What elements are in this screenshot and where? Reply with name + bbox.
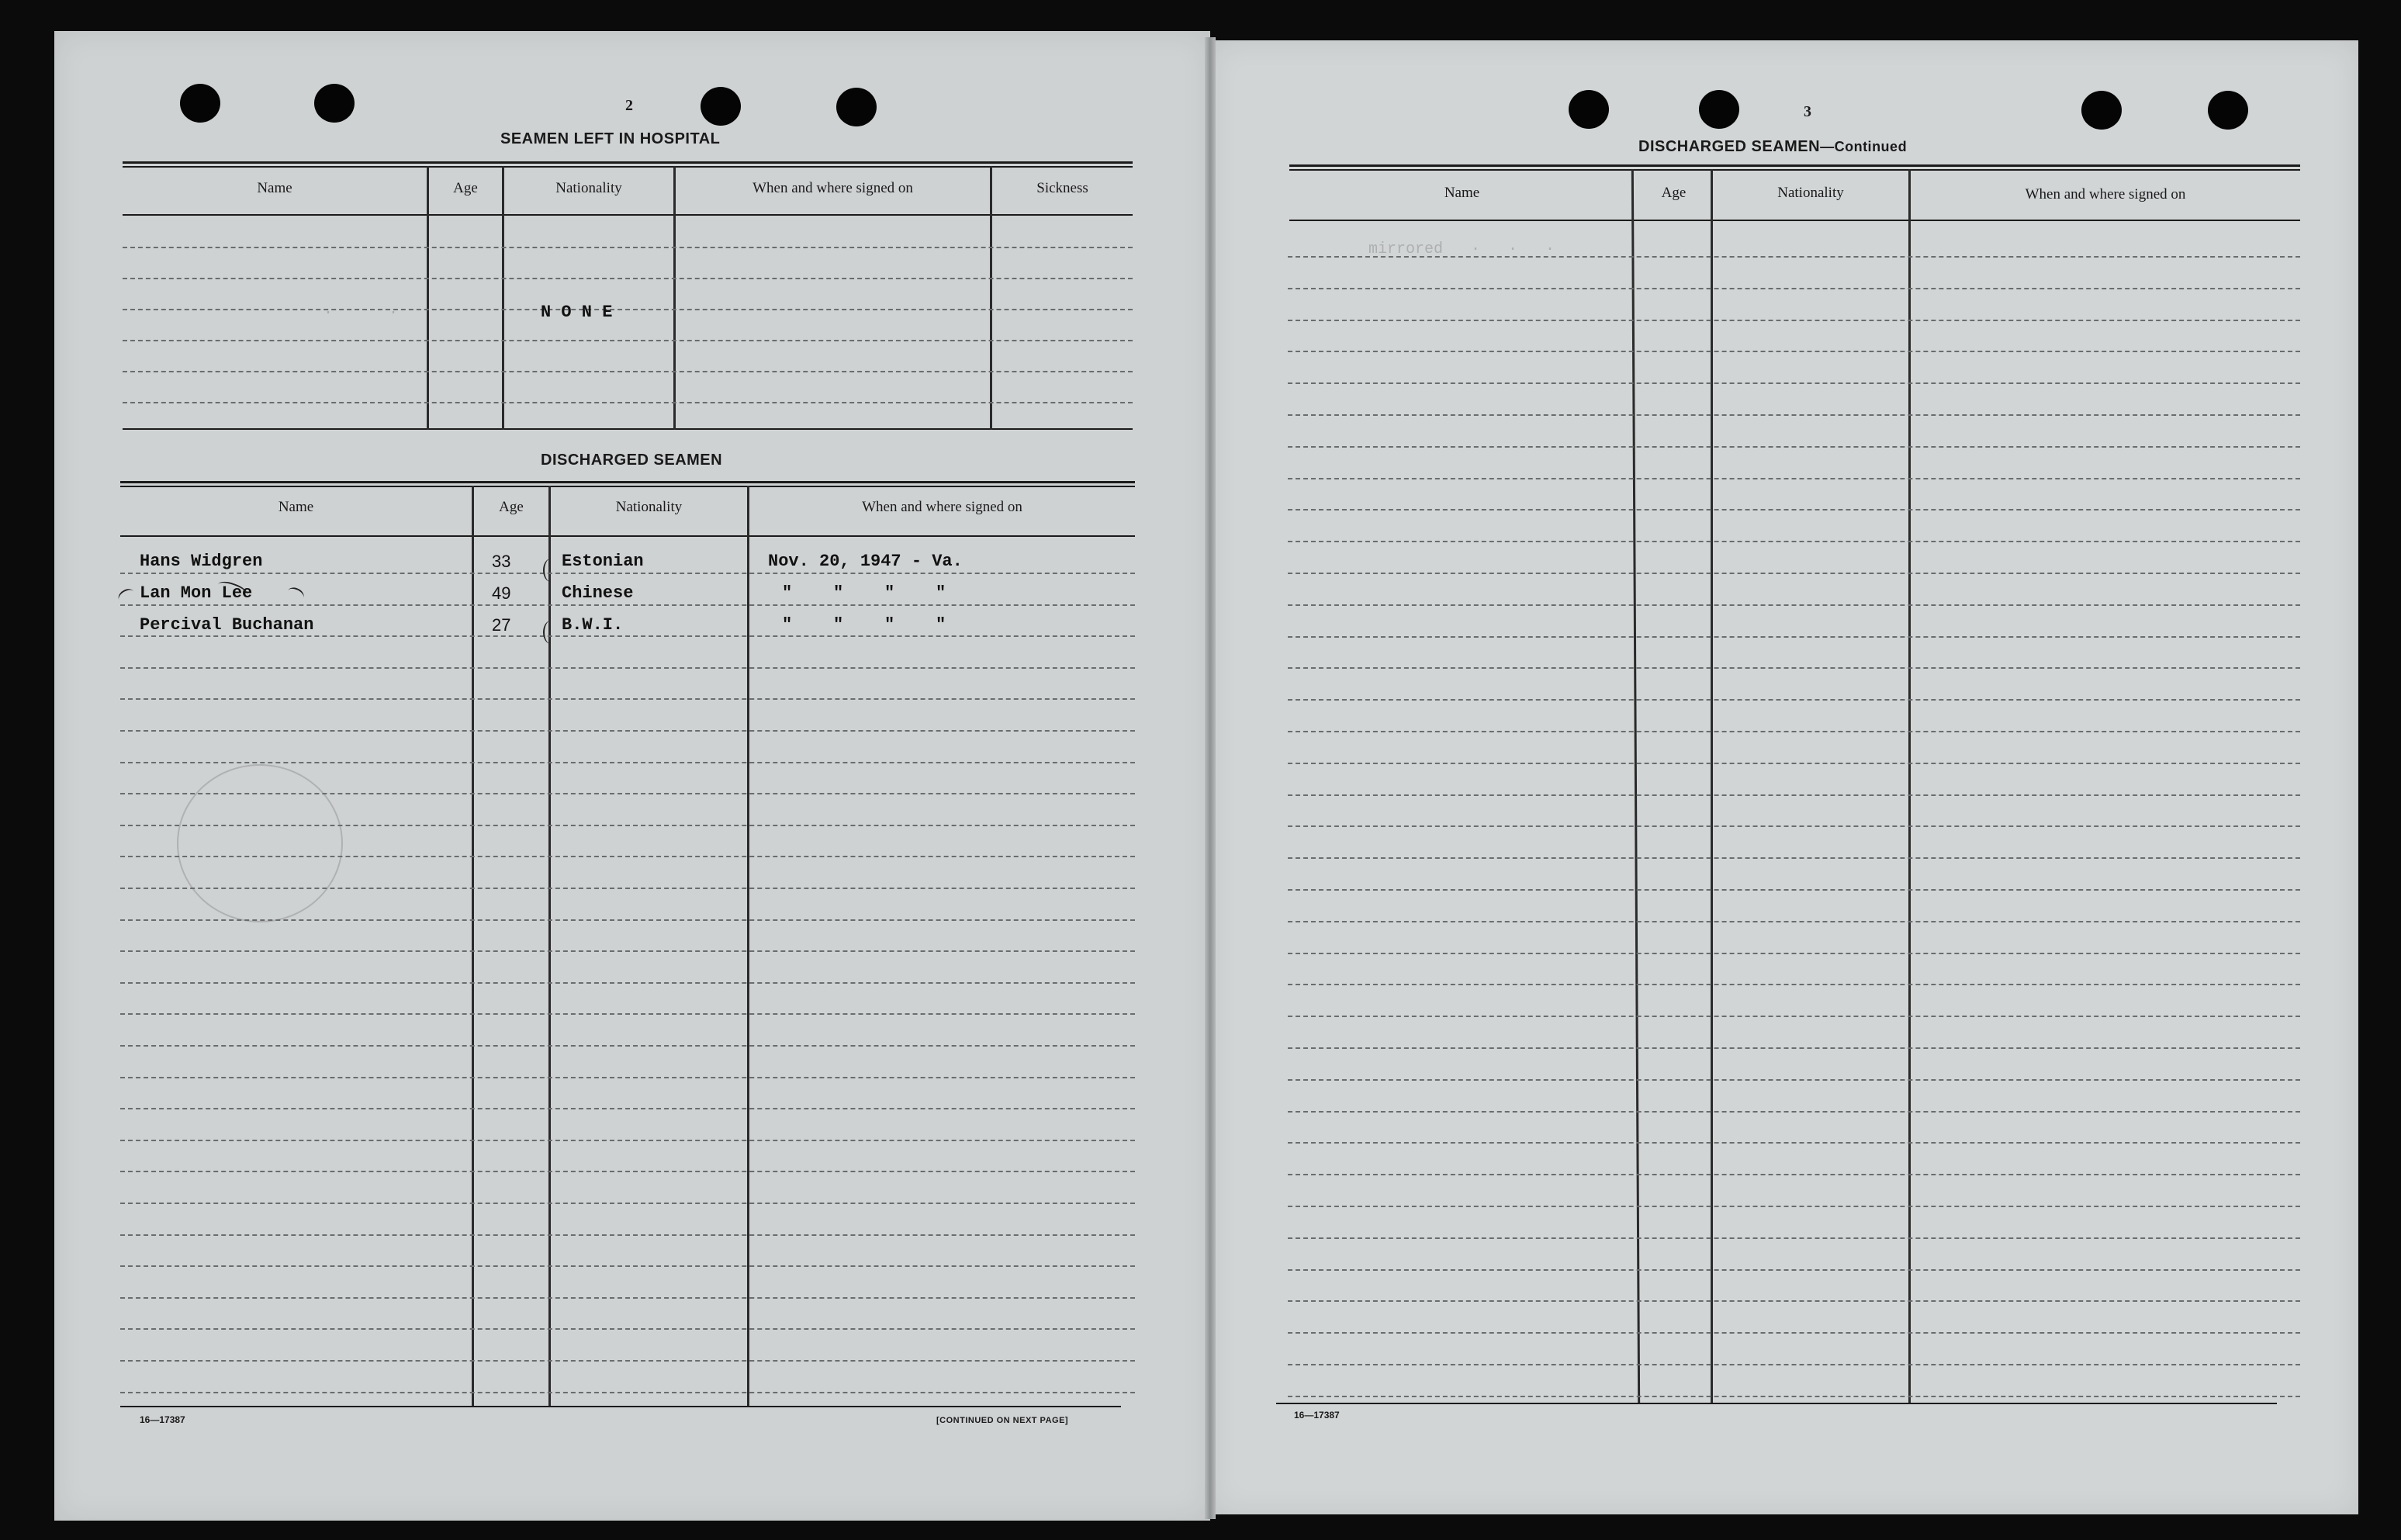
row-line [1288,1111,2300,1113]
pencil-check-mark [543,559,559,582]
column-divider [1711,169,1713,1403]
title-text: DISCHARGED SEAMEN [1638,138,1821,155]
column-header-nationality: Nationality [555,180,622,196]
row-line [1288,573,2300,574]
row-line [1288,446,2300,448]
table-row-age: 33 [492,552,511,571]
punch-hole [1569,90,1609,129]
column-header-signed-on: When and where signed on [752,180,913,196]
title-suffix: —Continued [1820,139,1908,154]
row-line [120,698,1135,700]
row-line [1288,1079,2300,1081]
continued-note: [CONTINUED ON NEXT PAGE] [936,1416,1069,1425]
page-number: 2 [625,97,633,114]
row-line [1288,825,2300,827]
row-line [120,1392,1135,1393]
row-line [120,573,1135,574]
table-bottom-rule [1276,1403,2277,1404]
bleed-through-text: mirrored · · · [1350,241,1555,258]
row-line [120,762,1135,763]
row-line [1288,857,2300,859]
column-header-signed-on: When and where signed on [862,499,1022,515]
row-line [1288,1300,2300,1302]
row-line [1288,667,2300,669]
table-top-rule [120,481,1135,483]
row-line [1288,794,2300,796]
discharged-continued-title [1638,138,1907,156]
header-bottom-rule [120,535,1135,537]
column-divider [1908,169,1911,1403]
row-line [1288,889,2300,891]
column-header-nationality: Nationality [615,499,683,515]
column-header-name: Name [1444,185,1480,201]
row-line [120,1328,1135,1330]
right-page [1210,40,2358,1514]
column-header-signed-on: When and where signed on [2025,186,2186,202]
row-line [1288,953,2300,954]
row-line [120,793,1135,794]
punch-hole [314,84,355,123]
column-divider [502,166,504,430]
row-line [1288,382,2300,384]
faint-stamp [177,764,343,922]
row-line [120,1045,1135,1047]
row-line [1288,1142,2300,1144]
row-line [123,402,1133,403]
punch-hole [2081,91,2122,130]
row-line [1288,1364,2300,1365]
column-header-nationality: Nationality [1777,185,1844,201]
table-row-signed-on: " " " " [782,583,946,603]
table-row-nationality: Chinese [562,583,634,603]
table-top-rule [123,166,1133,168]
table-row-signed-on: " " " " [782,615,946,635]
form-code: 16—17387 [1294,1410,1340,1421]
table-row-age: 27 [492,615,511,635]
row-line [120,950,1135,952]
column-header-age: Age [499,499,524,515]
table-bottom-rule [123,428,1133,430]
row-line [120,1297,1135,1299]
punch-hole [180,84,220,123]
table-top-rule [1289,164,2300,167]
row-line [1288,1332,2300,1334]
table-row-nationality: Estonian [562,552,644,571]
discharged-section-title: DISCHARGED SEAMEN [541,452,723,469]
punch-hole [1699,90,1739,129]
row-line [1288,921,2300,922]
row-line [123,247,1133,248]
pencil-check-mark [543,621,559,644]
table-row-name: Hans Widgren [140,552,263,571]
column-divider [990,166,992,430]
row-line [1288,763,2300,764]
form-code: 16—17387 [140,1414,185,1425]
column-divider [673,166,676,430]
row-line [120,604,1135,606]
table-top-rule [120,486,1135,487]
row-line [120,1203,1135,1204]
row-line [1288,1016,2300,1017]
row-line [120,888,1135,889]
column-divider [747,486,749,1406]
row-line [1288,731,2300,732]
column-divider [472,486,474,1406]
punch-hole [836,88,877,126]
hospital-section-title: SEAMEN LEFT IN HOSPITAL [500,130,721,147]
row-line [1288,288,2300,289]
row-line [1288,1206,2300,1207]
column-header-name: Name [278,499,314,515]
row-line [120,1013,1135,1015]
row-line [1288,478,2300,479]
page-gutter [1205,37,1216,1519]
row-line [120,667,1135,669]
row-line [1288,509,2300,510]
punch-hole [2208,91,2248,130]
row-line [1288,1237,2300,1239]
row-line [1288,984,2300,985]
row-line [1288,351,2300,352]
table-top-rule [1289,169,2300,171]
header-bottom-rule [1289,220,2300,221]
punch-hole [701,87,741,126]
row-line [120,1077,1135,1078]
table-row-nationality: B.W.I. [562,615,624,635]
row-line [123,278,1133,279]
row-line [1288,541,2300,542]
row-line [1288,320,2300,321]
column-header-age: Age [453,180,478,196]
row-line [120,1171,1135,1172]
row-line [120,1140,1135,1141]
row-line [120,1234,1135,1236]
row-line [1288,699,2300,701]
row-line [120,982,1135,984]
hospital-entry-none: N O N E [541,303,613,322]
row-line [120,856,1135,857]
row-line [1288,1396,2300,1397]
table-row-name: Percival Buchanan [140,615,314,635]
column-header-name: Name [257,180,292,196]
page-number: 3 [1804,103,1811,120]
row-line [1288,1174,2300,1175]
row-line [120,1108,1135,1109]
row-line [123,340,1133,341]
column-header-age: Age [1661,185,1687,201]
row-line [1288,636,2300,638]
column-divider [427,166,429,430]
table-row-signed-on: Nov. 20, 1947 - Va. [768,552,963,571]
row-line [120,1360,1135,1362]
column-header-sickness: Sickness [1036,180,1088,196]
table-row-age: 49 [492,583,511,603]
row-line [120,919,1135,921]
table-bottom-rule [120,1406,1121,1407]
header-bottom-rule [123,214,1133,216]
row-line [1288,1269,2300,1271]
row-line [123,371,1133,372]
row-line [1288,414,2300,416]
table-top-rule [123,161,1133,164]
row-line [120,635,1135,637]
table-row-name: Lan Mon Lee [140,583,253,603]
row-line [120,730,1135,732]
row-line [1288,1047,2300,1049]
row-line [120,825,1135,826]
bleed-through-text: · · [268,304,399,322]
row-line [120,1265,1135,1267]
row-line [1288,604,2300,606]
